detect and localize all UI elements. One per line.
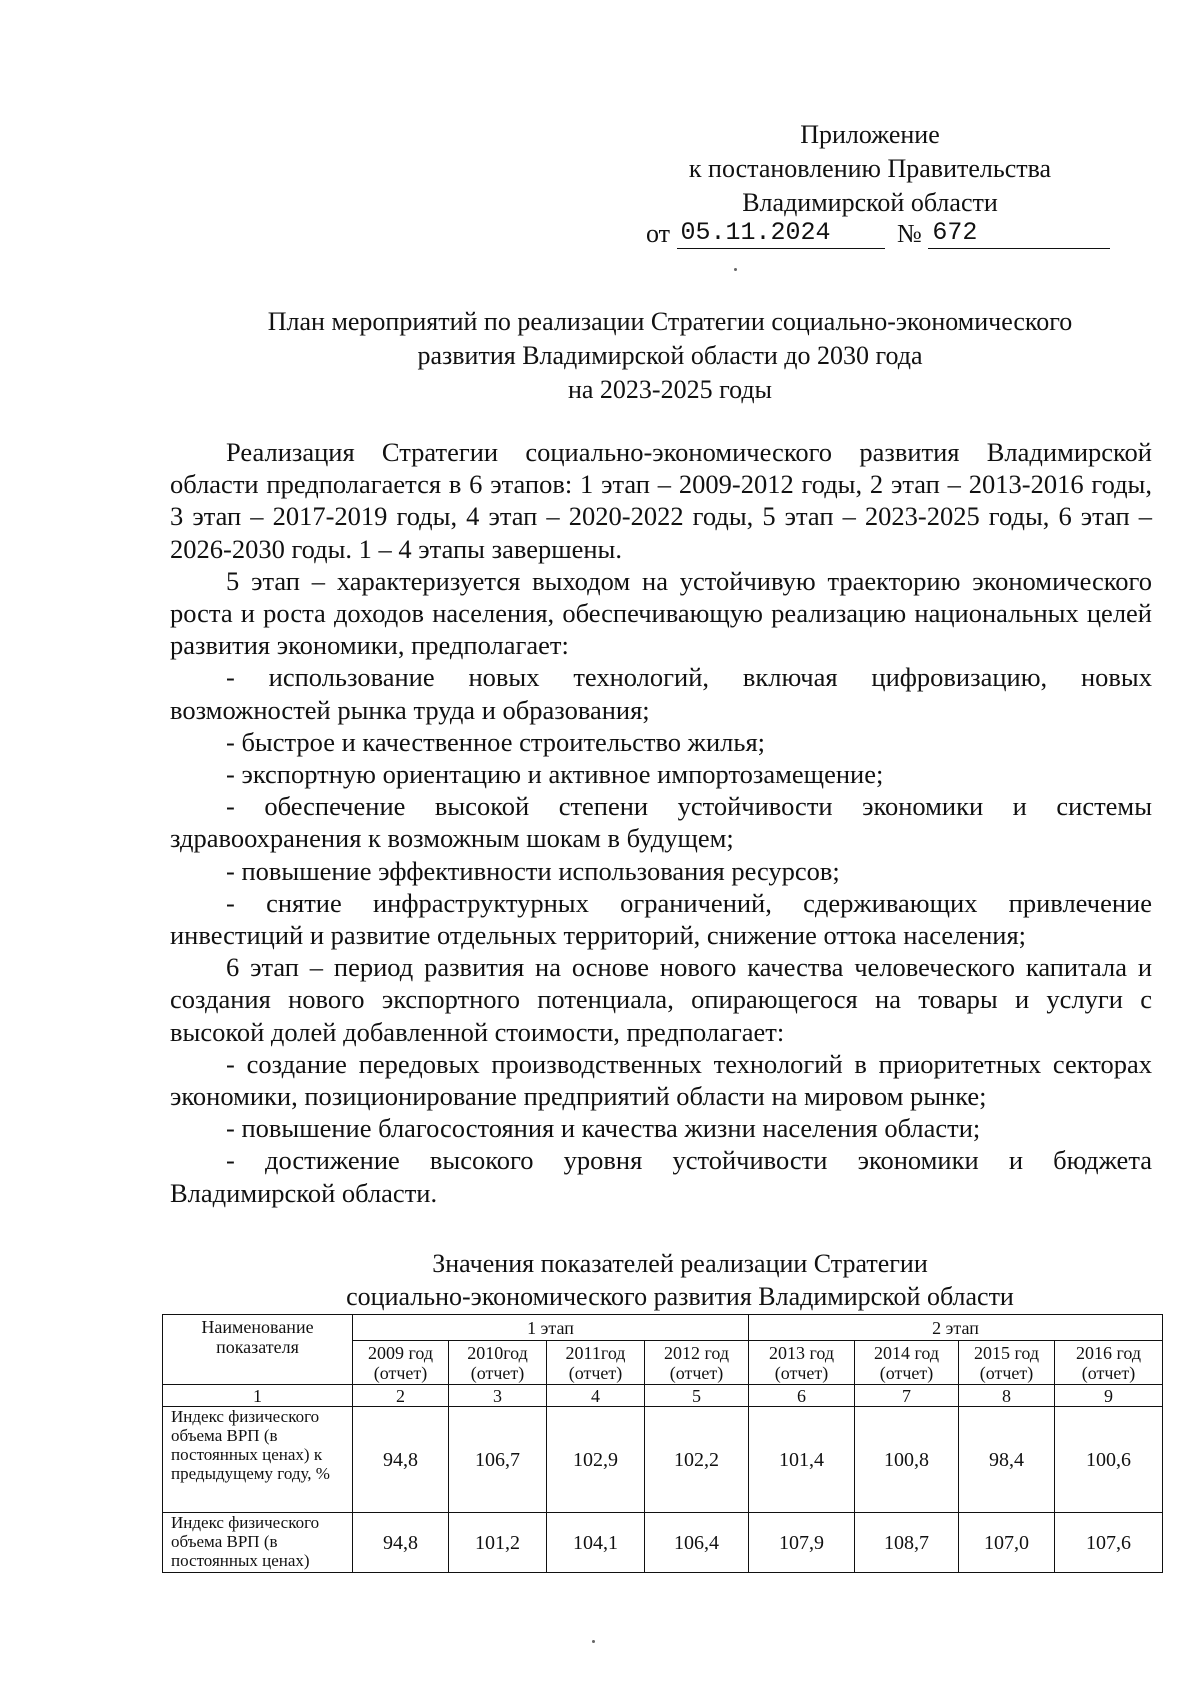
indicator-value: 102,2 xyxy=(645,1407,749,1513)
paragraph: 6 этап – период развития на основе нового качества человеческого капитала и создания нового экспортного потенциала, опирающегося на товары и услуги с высокой долей добавленной стоимости, предполагает: xyxy=(170,952,1152,1047)
plan-title-line-2: развития Владимирской области до 2030 года xyxy=(417,341,923,370)
indicator-value: 101,2 xyxy=(449,1513,547,1573)
date-prefix: от xyxy=(646,219,671,248)
indicator-value: 94,8 xyxy=(353,1513,449,1573)
bullet-paragraph: - экспортную ориентацию и активное импортозамещение; xyxy=(226,759,884,790)
bullet-paragraph: - быстрое и качественное строительство жилья; xyxy=(226,726,766,757)
decree-date-number xyxy=(646,218,1110,249)
indicator-value: 106,7 xyxy=(449,1407,547,1513)
column-number: 2 xyxy=(353,1385,449,1407)
indicators-table xyxy=(162,1314,1163,1573)
indicator-name: Индекс физического объема ВРП (в постоянных ценах) к предыдущему году, % xyxy=(163,1407,353,1513)
bullet-paragraph: - достижение высокого уровня устойчивости экономики и бюджета Владимирской области. xyxy=(170,1145,1152,1208)
number-prefix: № xyxy=(897,219,922,248)
column-number: 8 xyxy=(959,1385,1055,1407)
bullet-paragraph: - использование новых технологий, включая цифровизацию, новых возможностей рынка труда и образования; xyxy=(170,662,1152,725)
table-title xyxy=(260,1247,1100,1313)
indicator-value: 100,8 xyxy=(855,1407,959,1513)
bullet-paragraph: - создание передовых производственных технологий в приоритетных секторах экономики, позиционирование предприятий области на мировом рынке; xyxy=(170,1048,1152,1112)
indicator-value: 98,4 xyxy=(959,1407,1055,1513)
year-header: 2010год (отчет) xyxy=(449,1341,547,1385)
bullet-paragraph: - снятие инфраструктурных ограничений, сдерживающих привлечение инвестиций и развитие отдельных территорий, снижение оттока населения; xyxy=(170,887,1152,951)
scan-speck xyxy=(734,268,737,271)
column-number: 6 xyxy=(749,1385,855,1407)
name-column-header: Наименование показателя xyxy=(163,1315,353,1385)
table-title-line-2: социально-экономического развития Владимирской области xyxy=(346,1282,1014,1311)
bullet-paragraph: - повышение эффективности использования ресурсов; xyxy=(226,855,840,886)
bullet-paragraph: - повышение благосостояния и качества жизни населения области; xyxy=(226,1113,981,1144)
column-number: 4 xyxy=(547,1385,645,1407)
appendix-line-1: Приложение xyxy=(800,120,940,149)
paragraph: Реализация Стратегии социально-экономического развития Владимирской области предполагается в 6 этапов: 1 этап – 2009-2012 годы, 2 этап – 2013-2016 годы, 3 этап – 2017-2019 годы, 4 этап – 2020-2022 годы, 5 этап – 2023-2025 годы, 6 этап – 2026-2030 годы. 1 – 4 этапы завершены. xyxy=(170,437,1152,564)
column-number: 5 xyxy=(645,1385,749,1407)
paragraph: 5 этап – характеризуется выходом на устойчивую траекторию экономического роста и роста доходов населения, обеспечивающую реализацию национальных целей развития экономики, предполагает: xyxy=(170,565,1152,661)
table-row xyxy=(163,1407,1163,1513)
indicator-value: 94,8 xyxy=(353,1407,449,1513)
year-header: 2014 год (отчет) xyxy=(855,1341,959,1385)
year-header: 2012 год (отчет) xyxy=(645,1341,749,1385)
column-number: 7 xyxy=(855,1385,959,1407)
appendix-line-3: Владимирской области xyxy=(742,188,998,217)
indicator-value: 107,9 xyxy=(749,1513,855,1573)
year-header: 2009 год (отчет) xyxy=(353,1341,449,1385)
indicator-name: Индекс физического объема ВРП (в постоянных ценах) xyxy=(163,1513,353,1573)
plan-title xyxy=(170,305,1170,407)
indicator-value: 108,7 xyxy=(855,1513,959,1573)
scan-speck xyxy=(592,1640,595,1643)
table-row xyxy=(163,1513,1163,1573)
plan-title-line-1: План мероприятий по реализации Стратегии социально-экономического xyxy=(267,307,1073,336)
bullet-paragraph: - обеспечение высокой степени устойчивости экономики и системы здравоохранения к возможным шокам в будущем; xyxy=(170,791,1152,854)
stage-1-header: 1 этап xyxy=(353,1315,749,1341)
indicator-value: 102,9 xyxy=(547,1407,645,1513)
indicator-value: 104,1 xyxy=(547,1513,645,1573)
year-header: 2011год (отчет) xyxy=(547,1341,645,1385)
year-header: 2013 год (отчет) xyxy=(749,1341,855,1385)
column-number: 9 xyxy=(1055,1385,1163,1407)
indicator-value: 100,6 xyxy=(1055,1407,1163,1513)
year-header: 2015 год (отчет) xyxy=(959,1341,1055,1385)
indicator-value: 107,6 xyxy=(1055,1513,1163,1573)
year-header: 2016 год (отчет) xyxy=(1055,1341,1163,1385)
indicator-value: 101,4 xyxy=(749,1407,855,1513)
indicator-value: 107,0 xyxy=(959,1513,1055,1573)
column-number: 1 xyxy=(163,1385,353,1407)
table-header-row xyxy=(163,1315,1163,1341)
column-number: 3 xyxy=(449,1385,547,1407)
table-title-line-1: Значения показателей реализации Стратегии xyxy=(432,1249,928,1278)
appendix-line-2: к постановлению Правительства xyxy=(688,154,1052,183)
plan-title-line-3: на 2023-2025 годы xyxy=(567,375,773,404)
appendix-header xyxy=(600,118,1140,220)
body-text xyxy=(170,436,1152,1209)
stage-2-header: 2 этап xyxy=(749,1315,1163,1341)
column-number-row xyxy=(163,1385,1163,1407)
decree-number: 672 xyxy=(928,218,1110,249)
decree-date: 05.11.2024 xyxy=(677,218,885,249)
indicator-value: 106,4 xyxy=(645,1513,749,1573)
